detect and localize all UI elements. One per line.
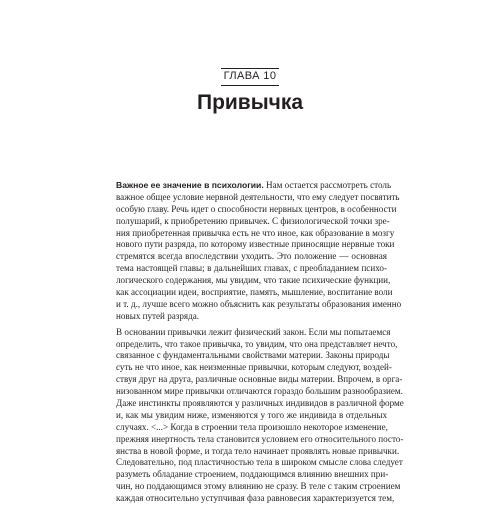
paragraph-line: важное общее условие нервной деятельности, что ему следует посвятить bbox=[116, 191, 400, 202]
paragraph-line: чин, но поддающимся этому влиянию не сразу. В теле с таким строением bbox=[116, 481, 401, 492]
body-text bbox=[116, 180, 404, 505]
paragraph-line: разуметь обладание строением, поддающимся влиянию внешних при- bbox=[116, 469, 389, 480]
paragraph-line: низованном мире привычки отличаются гораздо большим разнообразием. bbox=[116, 386, 403, 397]
paragraph-line: суть не что иное, как неизменные привычки, которым следуют, воздей- bbox=[116, 362, 392, 373]
paragraph-line: случаях. <...> Когда в строении тела произошло некоторое изменение, bbox=[116, 421, 388, 432]
paragraph-line bbox=[116, 180, 392, 192]
paragraph-line: ния приобретенная привычка есть не что иное, как образование в мозгу bbox=[116, 227, 395, 238]
paragraph-line: связанное с фундаментальными свойствами материи. Законы природы bbox=[116, 350, 390, 361]
paragraph-line: В основании привычки лежит физический закон. Если мы попытаемся bbox=[116, 326, 391, 337]
paragraph-line-text: Нам остается рассмотреть столь bbox=[263, 180, 392, 190]
chapter-title: Привычка bbox=[196, 91, 304, 114]
paragraph-line: логического содержания, мы увидим, что такие психические функции, bbox=[116, 275, 391, 286]
paragraph-line: полушарий, к приобретению привычек. С физиологической точки зре- bbox=[116, 215, 390, 226]
chapter-number: ГЛАВА 10 bbox=[221, 68, 280, 86]
paragraph-line: Следовательно, под пластичностью тела в широком смысле слова следует bbox=[116, 457, 403, 468]
paragraph-lead: Важное ее значение в психологии. bbox=[116, 180, 264, 190]
paragraph-line: ствуя друг на друга, различные основные виды материи. Впрочем, в орга- bbox=[116, 374, 403, 385]
paragraph-line: особую главу. Речь идет о способности нервных центров, в особенности bbox=[116, 203, 397, 214]
paragraph-line: Даже инстинкты проявляются у различных индивидов в различной форме bbox=[116, 398, 404, 409]
paragraph-line: стремятся всегда впоследствии уходить. Это положение — основная bbox=[116, 251, 387, 262]
paragraph-line: новых путей разряда. bbox=[116, 310, 200, 321]
paragraph-line: как ассоциации идеи, восприятие, память, мышление, воспитание воли bbox=[116, 287, 393, 298]
paragraph-line: нового пути разряда, по которому известные приносящие нервные токи bbox=[116, 239, 395, 250]
paragraph-1 bbox=[116, 180, 402, 323]
paragraph-line: каждая относительно уступчивая фаза равновесия характеризуется тем, bbox=[116, 493, 395, 504]
chapter-label bbox=[0, 66, 500, 86]
paragraph-line: тема настоящей главы; в дальнейших главах, с преобладанием психо- bbox=[116, 263, 387, 274]
paragraph-2 bbox=[116, 326, 404, 505]
paragraph-line: определить, что такое привычка, то увидим, что она представляет нечто, bbox=[116, 338, 398, 349]
paragraph-line: и т. д., лучше всего можно объяснить как результаты образования именно bbox=[116, 298, 402, 309]
paragraph-line: прежняя инертность тела становится условием его относительного посто- bbox=[116, 433, 404, 444]
paragraph-line: янства в новой форме, и тогда тело начинает проявлять новые привычки. bbox=[116, 445, 400, 456]
paragraph-line: и, как мы увидим ниже, изменяются у того же индивида в отдельных bbox=[116, 409, 387, 420]
